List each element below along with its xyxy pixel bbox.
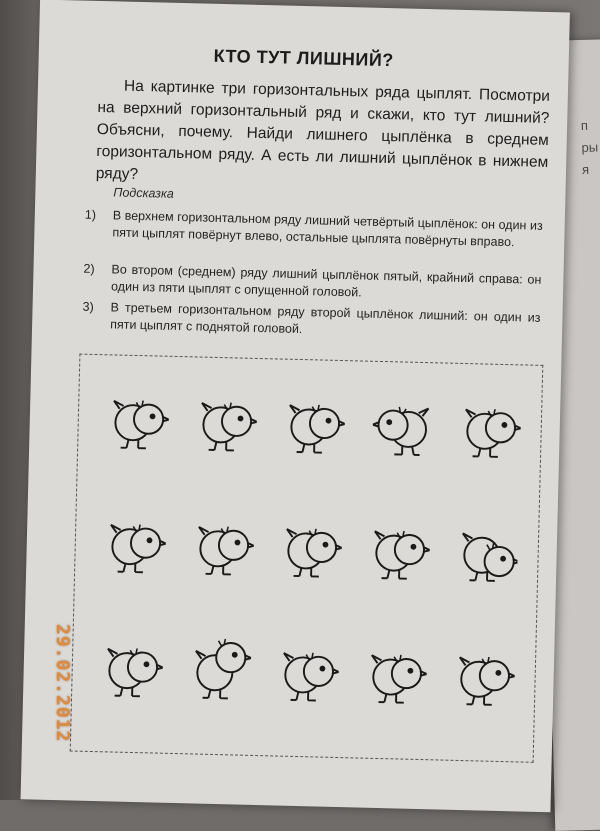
chick-drawing [108,379,170,450]
date-stamp: 29.02.2012 [52,624,73,743]
hint-heading: Подсказка [113,185,174,201]
hint-number: 3) [82,299,94,314]
chick-drawing [196,381,258,452]
chick-drawing [372,386,434,457]
hint-item [84,207,543,252]
chick-drawing [369,510,431,581]
hint-text: Во втором (среднем) ряду лишний цыплёнок пятый, крайний справа: он один из пяти цыплят с опущенной головой. [110,262,542,300]
chick-drawing [281,508,343,579]
chick-drawing [190,629,252,700]
chick-drawing [366,634,428,705]
chick-drawing [102,627,164,698]
chick-drawing [460,388,522,459]
chick-drawing [454,636,516,707]
chick-drawing [278,632,340,703]
page-title: КТО ТУТ ЛИШНИЙ? [213,45,395,71]
hint-item [82,299,541,344]
adjacent-page-text: ры [581,139,599,155]
chick-drawing [457,512,519,583]
hint-item [83,261,542,306]
hint-number: 2) [83,261,95,276]
hint-number: 1) [84,207,97,222]
adjacent-page-text: п [580,117,589,133]
hint-text: В третьем горизонтальном ряду второй цыплёнок лишний: он один из пяти цыплят с поднятой головой. [109,300,541,337]
chick-drawing [284,384,346,455]
chick-drawing [193,505,255,576]
chick-picture-frame [70,354,544,763]
chick-drawing [105,503,167,574]
workbook-page [21,0,570,812]
task-text: На картинке три горизонтальных ряда цыплят. Посмотри на верхний горизонтальный ряд и скажи, кто тут лишний? Объясни, почему. Найди лишнего цыплёнка в среднем горизонтальном ряду. А есть ли лишний цыплёнок в нижнем ряду? [95,77,551,183]
adjacent-page-text: я [581,161,590,177]
hint-text: В верхнем горизонтальном ряду лишний четвёртый цыплёнок: он один из пяти цыплят повёрнут влево, остальные цыплята повёрнуты вправо. [112,208,543,250]
